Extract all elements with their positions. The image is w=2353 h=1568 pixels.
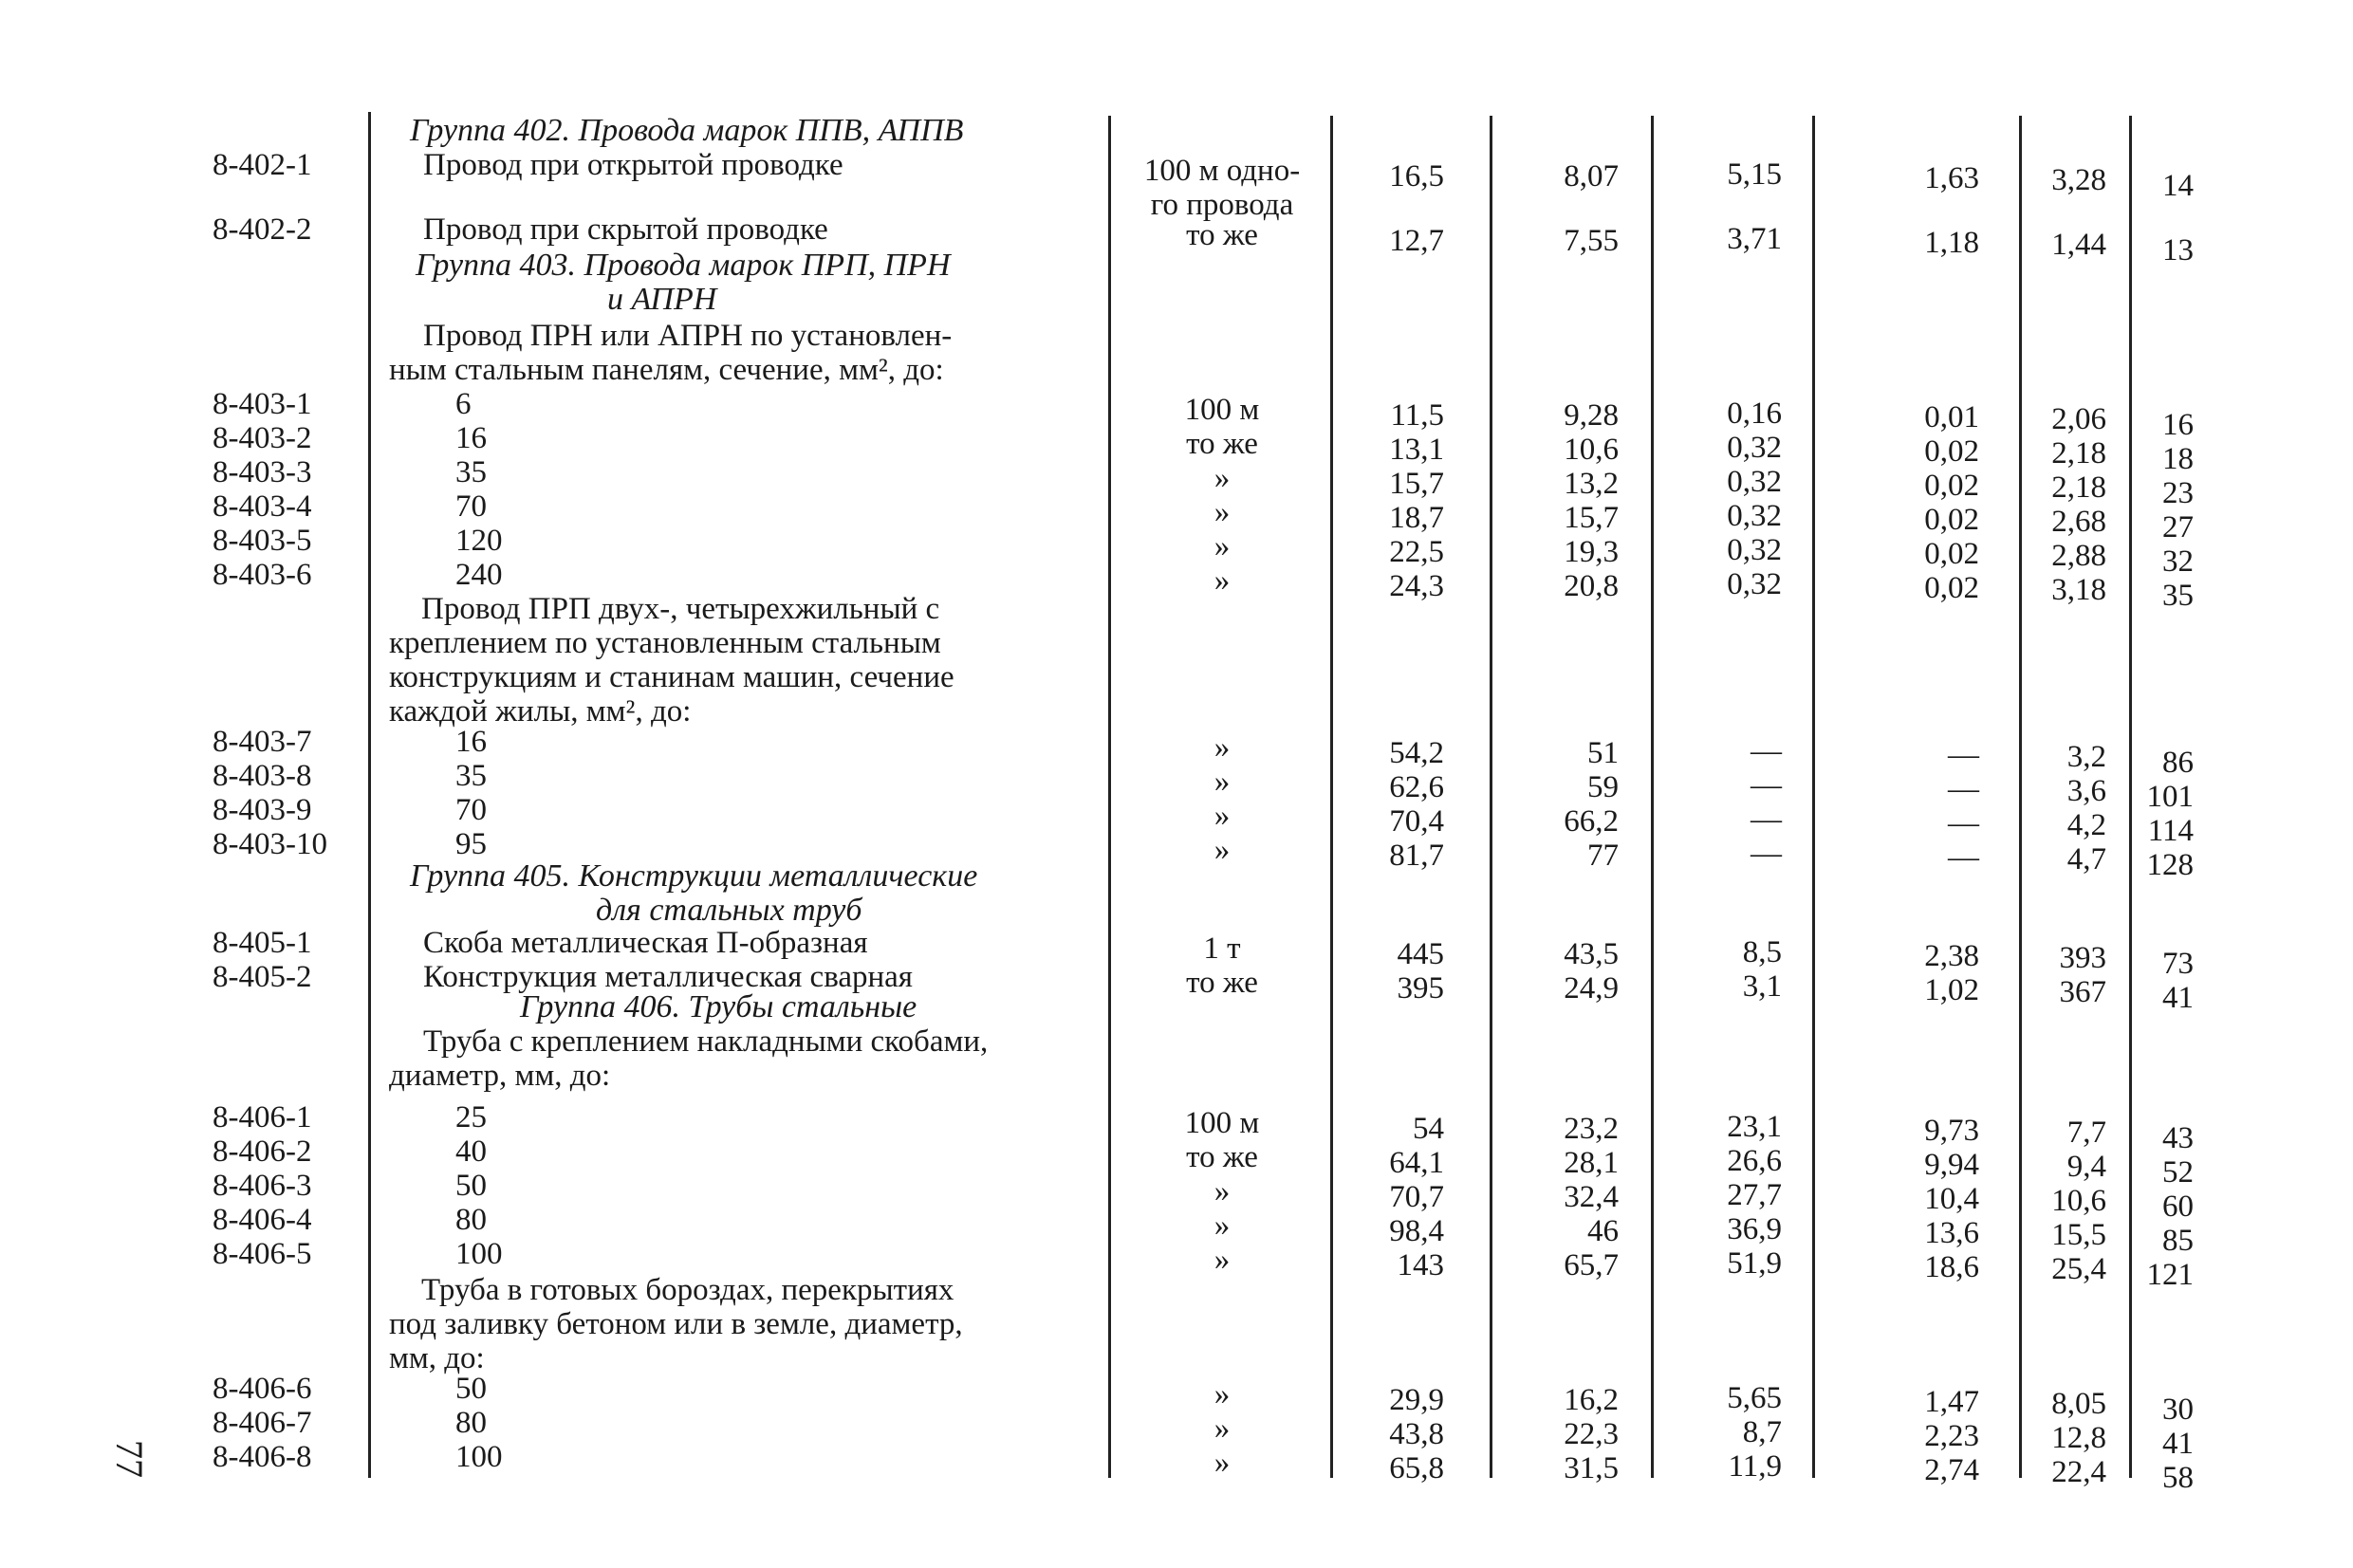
row-name: Провод при открытой проводке (423, 148, 843, 182)
group-title: Группа 403. Провода марок ПРП, ПРН (416, 248, 951, 283)
cell-unit: то же (1186, 427, 1258, 461)
row-name: 50 (455, 1372, 487, 1406)
cell-v2: 20,8 (1564, 569, 1619, 603)
cell-v2: 31,5 (1564, 1451, 1619, 1485)
cell-unit: 1 т (1203, 932, 1241, 966)
cell-v2: 15,7 (1564, 501, 1619, 535)
row-name: 50 (455, 1169, 487, 1203)
subheader: конструкциям и станинам машин, сечение (389, 660, 954, 694)
cell-v1: 98,4 (1389, 1214, 1444, 1248)
cell-v6: 41 (2162, 1427, 2194, 1461)
cell-unit: » (1214, 765, 1231, 799)
row-code: 8-403-3 (213, 455, 312, 489)
subheader: креплением по установленным стальным (389, 626, 941, 660)
cell-v6: 18 (2162, 442, 2194, 476)
row-name: 35 (455, 455, 487, 489)
cell-v5: 8,05 (2051, 1387, 2106, 1421)
cell-v4: 13,6 (1924, 1216, 1979, 1250)
row-name: 95 (455, 827, 487, 861)
cell-v1: 70,7 (1389, 1180, 1444, 1214)
cell-v4: 0,02 (1924, 571, 1979, 605)
subheader: Провод ПРН или АПРН по установлен- (423, 319, 953, 353)
subheader: Труба с креплением накладными скобами, (423, 1024, 989, 1059)
row-code: 8-406-1 (213, 1100, 312, 1134)
cell-v1: 395 (1397, 971, 1444, 1005)
column-rule (1812, 116, 1815, 1478)
column-rule (368, 112, 371, 1478)
cell-v3: 0,16 (1727, 397, 1782, 431)
row-name: 100 (455, 1237, 503, 1271)
cell-v3: 0,32 (1727, 465, 1782, 499)
row-code: 8-406-4 (213, 1203, 312, 1237)
cell-v4: 1,02 (1924, 973, 1979, 1007)
cell-v3: 5,15 (1727, 157, 1782, 192)
cell-unit: » (1214, 1208, 1231, 1243)
cell-v2: 43,5 (1564, 937, 1619, 971)
row-name: 16 (455, 421, 487, 455)
column-rule (1108, 116, 1111, 1478)
cell-v4: 1,63 (1924, 161, 1979, 195)
cell-v2: 51 (1587, 736, 1619, 770)
cell-v2: 22,3 (1564, 1417, 1619, 1451)
cell-v3: 0,32 (1727, 431, 1782, 465)
cell-v2: 7,55 (1564, 224, 1619, 258)
cell-v5: 2,18 (2051, 470, 2106, 505)
row-code: 8-403-8 (213, 759, 312, 793)
cell-v1: 70,4 (1389, 804, 1444, 839)
cell-unit: то же (1186, 966, 1258, 1000)
subheader: под заливку бетоном или в земле, диаметр, (389, 1307, 963, 1341)
cell-v1: 81,7 (1389, 839, 1444, 873)
cell-v4: 9,94 (1924, 1148, 1979, 1182)
cell-v1: 13,1 (1389, 433, 1444, 467)
cell-v2: 65,7 (1564, 1248, 1619, 1282)
cell-v5: 2,88 (2051, 539, 2106, 573)
row-code: 8-403-6 (213, 558, 312, 592)
group-title: Группа 405. Конструкции металлические (410, 858, 978, 894)
column-rule (1651, 116, 1654, 1478)
cell-v3: 23,1 (1727, 1110, 1782, 1144)
cell-v2: 23,2 (1564, 1112, 1619, 1146)
cell-v6: 27 (2162, 510, 2194, 544)
cell-v6: 58 (2162, 1461, 2194, 1495)
cell-unit: » (1214, 461, 1231, 495)
cell-v1: 12,7 (1389, 224, 1444, 258)
row-code: 8-402-2 (213, 212, 312, 247)
row-name: 40 (455, 1134, 487, 1169)
cell-v4: 0,02 (1924, 503, 1979, 537)
row-code: 8-403-5 (213, 524, 312, 558)
row-code: 8-403-9 (213, 793, 312, 827)
cell-v3: — (1751, 768, 1782, 802)
cell-v3: 36,9 (1727, 1212, 1782, 1246)
cell-v6: 41 (2162, 981, 2194, 1015)
row-name: Провод при скрытой проводке (423, 212, 828, 247)
subheader: ным стальным панелям, сечение, мм², до: (389, 353, 944, 387)
cell-v6: 52 (2162, 1155, 2194, 1190)
cell-unit: 100 м одно- (1143, 154, 1301, 188)
cell-v5: 7,7 (2066, 1116, 2106, 1150)
cell-v6: 73 (2162, 947, 2194, 981)
cell-unit: » (1214, 529, 1231, 563)
cell-v2: 9,28 (1564, 398, 1619, 433)
row-name: 70 (455, 793, 487, 827)
cell-unit: » (1214, 1446, 1231, 1480)
subheader: каждой жилы, мм², до: (389, 694, 692, 729)
cell-unit: » (1214, 1377, 1231, 1411)
row-name: 240 (455, 558, 503, 592)
cell-v5: 393 (2059, 941, 2106, 975)
cell-v1: 18,7 (1389, 501, 1444, 535)
row-name: Конструкция металлическая сварная (423, 960, 913, 994)
row-name: Скоба металлическая П-образная (423, 926, 868, 960)
cell-unit: » (1214, 1411, 1231, 1446)
subheader: Провод ПРП двух-, четырехжильный с (421, 592, 940, 626)
cell-v4: 10,4 (1924, 1182, 1979, 1216)
cell-v2: 32,4 (1564, 1180, 1619, 1214)
subheader: диаметр, мм, до: (389, 1059, 611, 1093)
row-code: 8-406-3 (213, 1169, 312, 1203)
cell-unit: » (1214, 563, 1231, 598)
subheader: Труба в готовых бороздах, перекрытиях (421, 1273, 954, 1307)
group-title: и АПРН (607, 282, 717, 317)
cell-v1: 64,1 (1389, 1146, 1444, 1180)
cell-v3: 27,7 (1727, 1178, 1782, 1212)
cell-v3: 26,6 (1727, 1144, 1782, 1178)
cell-v2: 28,1 (1564, 1146, 1619, 1180)
row-name: 35 (455, 759, 487, 793)
cell-v5: 22,4 (2051, 1455, 2106, 1489)
cell-v4: 0,02 (1924, 434, 1979, 469)
cell-v4: 0,02 (1924, 537, 1979, 571)
cell-v4: — (1948, 806, 1979, 840)
cell-v5: 2,06 (2051, 402, 2106, 436)
cell-v1: 143 (1397, 1248, 1444, 1282)
cell-v4: 0,02 (1924, 469, 1979, 503)
cell-v6: 114 (2147, 814, 2194, 848)
cell-v1: 62,6 (1389, 770, 1444, 804)
row-code: 8-405-1 (213, 926, 312, 960)
row-name: 100 (455, 1440, 503, 1474)
row-code: 8-402-1 (213, 148, 312, 182)
cell-v1: 11,5 (1390, 398, 1444, 433)
cell-v5: 2,18 (2051, 436, 2106, 470)
cell-v4: 2,23 (1924, 1419, 1979, 1453)
cell-unit: » (1214, 799, 1231, 833)
cell-v4: — (1948, 772, 1979, 806)
row-code: 8-406-5 (213, 1237, 312, 1271)
cell-v3: 0,32 (1727, 499, 1782, 533)
cell-unit: то же (1186, 218, 1258, 252)
row-code: 8-403-2 (213, 421, 312, 455)
cell-v1: 65,8 (1389, 1451, 1444, 1485)
cell-v6: 35 (2162, 579, 2194, 613)
column-rule (1490, 116, 1492, 1478)
group-title: для стальных труб (596, 893, 862, 928)
cell-v6: 60 (2162, 1190, 2194, 1224)
cell-v2: 66,2 (1564, 804, 1619, 839)
cell-v2: 19,3 (1564, 535, 1619, 569)
cell-unit: » (1214, 833, 1231, 867)
cell-v4: 18,6 (1924, 1250, 1979, 1284)
cell-v5: 9,4 (2066, 1150, 2106, 1184)
cell-v6: 32 (2162, 544, 2194, 579)
row-code: 8-403-10 (213, 827, 327, 861)
cell-v6: 121 (2146, 1258, 2194, 1292)
row-code: 8-406-2 (213, 1134, 312, 1169)
cell-v6: 43 (2162, 1121, 2194, 1155)
cell-v5: 10,6 (2051, 1184, 2106, 1218)
cell-v2: 13,2 (1564, 467, 1619, 501)
group-title: Группа 402. Провода марок ППВ, АППВ (410, 113, 964, 148)
cell-v3: 11,9 (1728, 1449, 1782, 1484)
cell-v3: 5,65 (1727, 1381, 1782, 1415)
cell-v3: 8,5 (1742, 935, 1782, 969)
row-name: 25 (455, 1100, 487, 1134)
cell-v4: 1,47 (1924, 1385, 1979, 1419)
row-name: 120 (455, 524, 503, 558)
cell-v6: 14 (2162, 169, 2194, 203)
group-title: Группа 406. Трубы стальные (520, 989, 917, 1024)
row-code: 8-406-6 (213, 1372, 312, 1406)
row-name: 6 (455, 387, 472, 421)
cell-unit: » (1214, 1243, 1231, 1277)
cell-v5: 3,6 (2066, 774, 2106, 808)
cell-v5: 2,68 (2051, 505, 2106, 539)
cell-v1: 445 (1397, 937, 1444, 971)
cell-v3: — (1751, 837, 1782, 871)
cell-unit: » (1214, 495, 1231, 529)
cell-v6: 86 (2162, 746, 2194, 780)
cell-v6: 16 (2162, 408, 2194, 442)
column-rule (2129, 116, 2132, 1478)
cell-v5: 25,4 (2051, 1252, 2106, 1286)
cell-v3: 0,32 (1727, 533, 1782, 567)
cell-v1: 22,5 (1389, 535, 1444, 569)
row-name: 80 (455, 1406, 487, 1440)
cell-v5: 367 (2059, 975, 2106, 1009)
cell-unit: » (1214, 1174, 1231, 1208)
cell-unit: 100 м (1184, 1106, 1260, 1140)
row-code: 8-403-4 (213, 489, 312, 524)
row-code: 8-405-2 (213, 960, 312, 994)
cell-v5: 3,2 (2066, 740, 2106, 774)
column-rule (1330, 116, 1333, 1478)
cell-v5: 15,5 (2051, 1218, 2106, 1252)
cell-unit: 100 м (1184, 393, 1260, 427)
cell-v4: 2,38 (1924, 939, 1979, 973)
cell-v1: 29,9 (1389, 1383, 1444, 1417)
cell-unit: то же (1186, 1140, 1258, 1174)
cell-v4: — (1948, 840, 1979, 875)
cell-v4: — (1948, 738, 1979, 772)
cell-v6: 85 (2162, 1224, 2194, 1258)
cell-unit: » (1214, 730, 1231, 765)
cell-v4: 1,18 (1924, 226, 1979, 260)
cell-v3: — (1751, 734, 1782, 768)
row-name: 80 (455, 1203, 487, 1237)
row-name: 70 (455, 489, 487, 524)
row-code: 8-403-1 (213, 387, 312, 421)
row-name: 16 (455, 725, 487, 759)
cell-v1: 54,2 (1389, 736, 1444, 770)
cell-v1: 43,8 (1389, 1417, 1444, 1451)
cell-v2: 24,9 (1564, 971, 1619, 1005)
cell-v5: 3,28 (2051, 163, 2106, 197)
page-number: 77 (108, 1440, 151, 1478)
cell-v5: 1,44 (2051, 228, 2106, 262)
cell-v3: 3,71 (1727, 222, 1782, 256)
cell-v4: 0,01 (1924, 400, 1979, 434)
cell-v3: 3,1 (1742, 969, 1782, 1004)
cell-v6: 101 (2146, 780, 2194, 814)
cell-v3: 8,7 (1742, 1415, 1782, 1449)
cell-v2: 10,6 (1564, 433, 1619, 467)
cell-v5: 4,2 (2066, 808, 2106, 842)
cell-v5: 12,8 (2051, 1421, 2106, 1455)
cell-v2: 8,07 (1564, 159, 1619, 194)
cell-v1: 15,7 (1389, 467, 1444, 501)
cell-v3: 0,32 (1727, 567, 1782, 601)
cell-v6: 23 (2162, 476, 2194, 510)
cell-v3: 51,9 (1727, 1246, 1782, 1281)
cell-v5: 3,18 (2051, 573, 2106, 607)
cell-v4: 9,73 (1924, 1114, 1979, 1148)
row-code: 8-406-7 (213, 1406, 312, 1440)
cell-v1: 54 (1413, 1112, 1444, 1146)
cell-v2: 77 (1587, 839, 1619, 873)
cell-v6: 13 (2162, 233, 2194, 267)
cell-v5: 4,7 (2066, 842, 2106, 876)
cell-v3: — (1751, 802, 1782, 837)
cell-v1: 24,3 (1389, 569, 1444, 603)
subheader: мм, до: (389, 1341, 485, 1375)
row-code: 8-403-7 (213, 725, 312, 759)
cell-v2: 59 (1587, 770, 1619, 804)
cell-v2: 16,2 (1564, 1383, 1619, 1417)
unit-cell: го провода (1150, 188, 1294, 222)
cell-v2: 46 (1587, 1214, 1619, 1248)
cell-v1: 16,5 (1389, 159, 1444, 194)
column-rule (2019, 116, 2022, 1478)
cell-v6: 30 (2162, 1393, 2194, 1427)
cell-v6: 128 (2146, 848, 2194, 882)
cell-v4: 2,74 (1924, 1453, 1979, 1487)
row-code: 8-406-8 (213, 1440, 312, 1474)
